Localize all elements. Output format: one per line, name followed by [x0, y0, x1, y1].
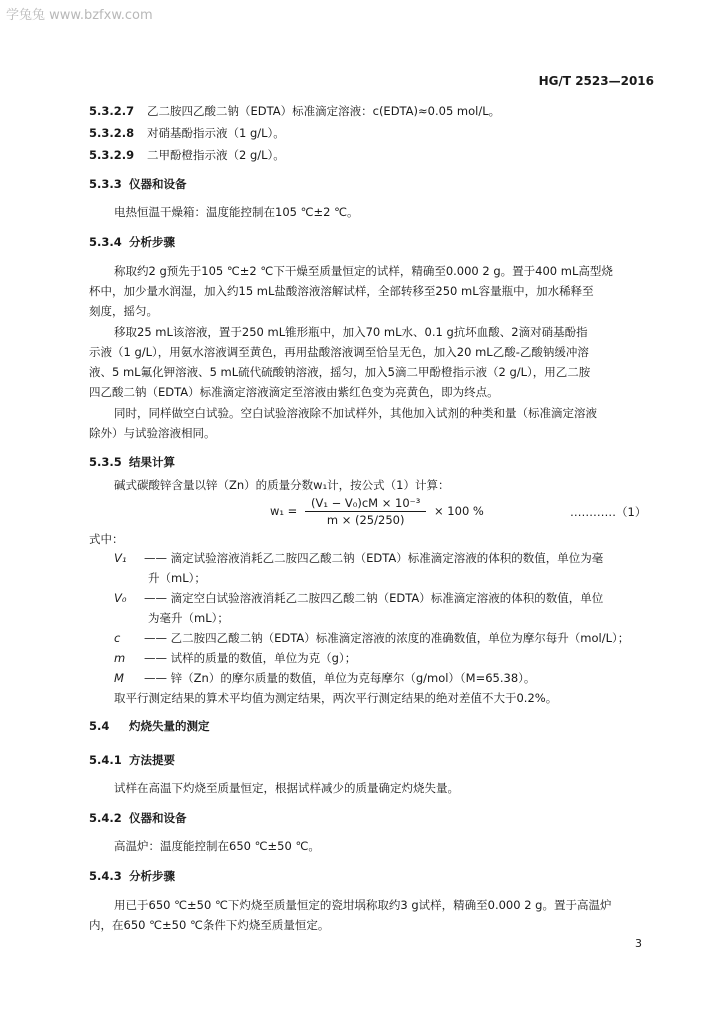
paragraph-line: 液、5 mL氟化钾溶液、5 mL硫代硫酸钠溶液，摇匀，加入5滴二甲酚橙指示液（2 g/L），用乙二胺: [89, 365, 591, 379]
paragraph-line: 杯中，加少量水润湿，加入约15 mL盐酸溶液溶解试样，全部转移至250 mL容量瓶中，加水稀释至: [89, 284, 594, 298]
paragraph: 取平行测定结果的算术平均值为测定结果，两次平行测定结果的绝对差值不大于0.2%。: [114, 691, 558, 705]
variable-v1: [114, 550, 603, 566]
item-5-3-2-7: [89, 103, 500, 119]
variable-M: [114, 670, 535, 686]
formula-denominator: m × (25/250): [326, 513, 405, 527]
formula-rhs: × 100 %: [434, 504, 484, 518]
formula-1: [270, 496, 484, 527]
watermark: 学兔兔 www.bzfxw.com: [6, 8, 153, 23]
item-text: 二甲酚橙指示液（2 g/L）。: [147, 148, 285, 162]
paragraph-line: 示液（1 g/L），用氨水溶液调至黄色，再用盐酸溶液调至恰呈无色，加入20 mL乙酸-乙酸钠缓冲溶: [89, 345, 589, 359]
section-number: 5.4.1: [89, 753, 122, 767]
variable-desc: —— 试样的质量的数值，单位为克（g）；: [144, 651, 357, 665]
item-number: 5.3.2.9: [89, 148, 135, 162]
variable-v0: [114, 590, 603, 606]
paragraph: 试样在高温下灼烧至质量恒定，根据试样减少的质量确定灼烧失量。: [114, 781, 459, 795]
section-number: 5.3.4: [89, 235, 122, 249]
paragraph-line: 四乙酸二钠（EDTA）标准滴定溶液滴定至溶液由紫红色变为亮黄色，即为终点。: [89, 385, 499, 399]
variable-symbol: c: [114, 631, 121, 645]
variable-desc: —— 滴定试验溶液消耗乙二胺四乙酸二钠（EDTA）标准滴定溶液的体积的数值，单位为毫: [144, 551, 604, 565]
paragraph-line: 同时，同样做空白试验。空白试验溶液除不加试样外，其他加入试剂的种类和量（标准滴定溶液: [114, 406, 597, 420]
heading-5-3-5: [89, 454, 175, 470]
section-title: 仪器和设备: [129, 811, 187, 825]
paragraph-line: 刻度，摇匀。: [89, 304, 158, 318]
variable-m: [114, 650, 356, 666]
page-number: 3: [635, 937, 642, 950]
item-number: 5.3.2.8: [89, 126, 135, 140]
section-title: 仪器和设备: [129, 177, 187, 191]
equation-number: …………（1）: [570, 505, 647, 519]
paragraph-line: 移取25 mL该溶液，置于250 mL锥形瓶中，加入70 mL水、0.1 g抗坏血酸、2滴对硝基酚指: [114, 325, 588, 339]
heading-5-4-1: [89, 752, 175, 768]
section-number: 5.4.2: [89, 811, 122, 825]
heading-5-3-3: [89, 176, 187, 192]
formula-fraction: [305, 496, 426, 527]
section-number: 5.3.5: [89, 455, 122, 469]
formula-lhs: w₁ =: [270, 504, 298, 518]
paragraph: 高温炉：温度能控制在650 ℃±50 ℃。: [114, 839, 320, 853]
variable-cont: 为毫升（mL）；: [148, 611, 229, 625]
paragraph-line: 除外）与试验溶液相同。: [89, 426, 216, 440]
heading-5-4-3: [89, 868, 175, 884]
variable-desc: —— 滴定空白试验溶液消耗乙二胺四乙酸二钠（EDTA）标准滴定溶液的体积的数值，单位: [144, 591, 604, 605]
section-title: 结果计算: [129, 455, 175, 469]
section-title: 灼烧失量的测定: [129, 719, 210, 733]
paragraph-line: 用已于650 ℃±50 ℃下灼烧至质量恒定的瓷坩埚称取约3 g试样，精确至0.000 2 g。置于高温炉: [114, 898, 612, 912]
heading-5-4: [89, 718, 210, 734]
item-text: 对硝基酚指示液（1 g/L）。: [147, 126, 285, 140]
item-5-3-2-8: [89, 125, 285, 141]
variable-cont: 升（mL）；: [148, 571, 206, 585]
where-label: 式中：: [89, 532, 124, 546]
variable-symbol: m: [114, 651, 126, 665]
section-title: 分析步骤: [129, 235, 175, 249]
variable-desc: —— 锌（Zn）的摩尔质量的数值，单位为克每摩尔（g/mol）（M=65.38）。: [144, 671, 536, 685]
paragraph: 电热恒温干燥箱：温度能控制在105 ℃±2 ℃。: [114, 205, 359, 219]
variable-c: [114, 630, 629, 646]
heading-5-3-4: [89, 234, 175, 250]
section-number: 5.3.3: [89, 177, 122, 191]
variable-symbol: M: [114, 671, 124, 685]
section-number: 5.4.3: [89, 869, 122, 883]
variable-symbol: V₀: [114, 591, 127, 605]
paragraph: 碱式碳酸锌含量以锌（Zn）的质量分数w₁计，按公式（1）计算：: [114, 478, 450, 492]
formula-numerator: (V₁ − V₀)cM × 10⁻³: [305, 496, 426, 512]
section-title: 方法提要: [129, 753, 175, 767]
paragraph-line: 内，在650 ℃±50 ℃条件下灼烧至质量恒定。: [89, 918, 330, 932]
section-number: 5.4: [89, 719, 110, 733]
variable-symbol: V₁: [114, 551, 127, 565]
standard-number: HG/T 2523—2016: [538, 74, 654, 88]
item-number: 5.3.2.7: [89, 104, 135, 118]
item-text: 乙二胺四乙酸二钠（EDTA）标准滴定溶液：c(EDTA)≈0.05 mol/L。: [147, 104, 501, 118]
heading-5-4-2: [89, 810, 187, 826]
item-5-3-2-9: [89, 147, 285, 163]
section-title: 分析步骤: [129, 869, 175, 883]
paragraph-line: 称取约2 g预先于105 ℃±2 ℃下干燥至质量恒定的试样，精确至0.000 2 g。置于400 mL高型烧: [114, 264, 613, 278]
variable-desc: —— 乙二胺四乙酸二钠（EDTA）标准滴定溶液的浓度的准确数值，单位为摩尔每升（mol/L）；: [144, 631, 630, 645]
